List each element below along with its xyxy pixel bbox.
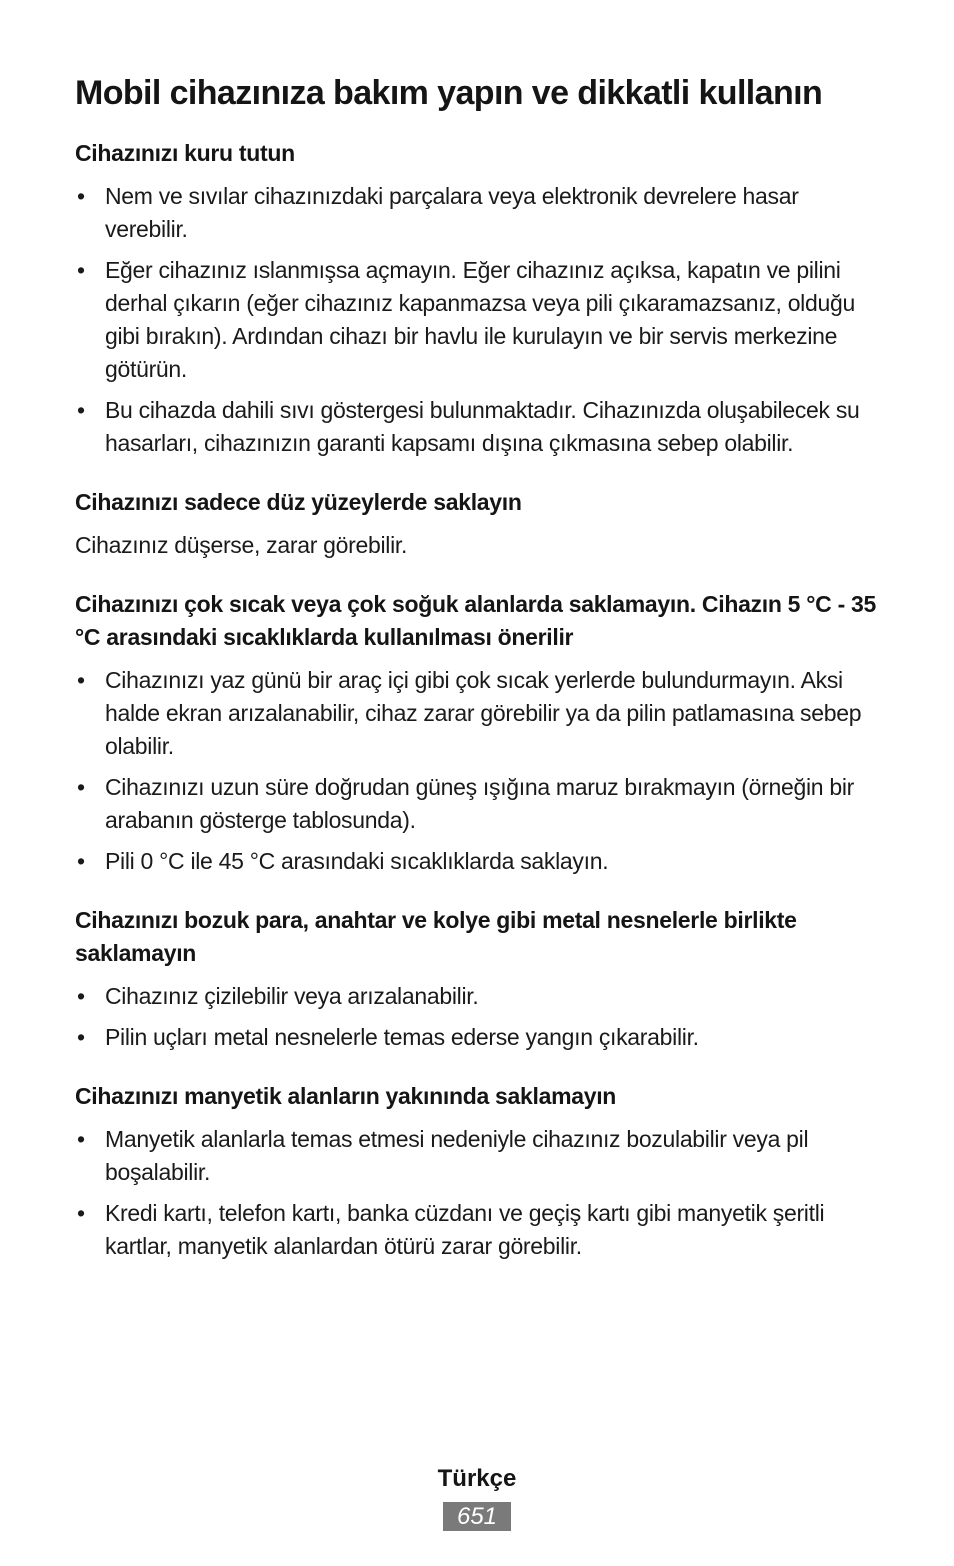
list-item (75, 1021, 880, 1054)
bullet-list (75, 180, 880, 460)
page-title: Mobil cihazınıza bakım yapın ve dikkatli kullanın (75, 74, 823, 112)
list-item-text: Pilin uçları metal nesnelerle temas ederse yangın çıkarabilir. (105, 1024, 699, 1050)
bullet-icon: • (77, 1200, 85, 1226)
section-flat-surfaces (75, 486, 880, 562)
page-content (75, 70, 880, 1289)
bullet-icon: • (77, 983, 85, 1009)
bullet-icon: • (77, 774, 85, 800)
section-text: Cihazınız düşerse, zarar görebilir. (75, 532, 408, 558)
section-heading: Cihazınızı bozuk para, anahtar ve kolye gibi metal nesnelerle birlikte saklamayın (75, 907, 797, 966)
page-number: 651 (443, 1502, 511, 1531)
list-item-text: Pili 0 °C ile 45 °C arasındaki sıcaklıklarda saklayın. (105, 848, 609, 874)
list-item (75, 394, 880, 460)
page-footer (0, 1462, 954, 1531)
section-heading: Cihazınızı manyetik alanların yakınında saklamayın (75, 1083, 617, 1109)
list-item-text: Nem ve sıvılar cihazınızdaki parçalara veya elektronik devrelere hasar verebilir. (105, 183, 799, 242)
section-heading: Cihazınızı sadece düz yüzeylerde saklayın (75, 489, 522, 515)
list-item (75, 771, 880, 837)
section-heading: Cihazınızı çok sıcak veya çok soğuk alanlarda saklamayın. Cihazın 5 °C - 35 °C arasındaki sıcaklıklarda kullanılması önerilir (75, 591, 876, 650)
bullet-list (75, 664, 880, 878)
section-magnetic-fields (75, 1080, 880, 1263)
list-item (75, 664, 880, 763)
section-temperature (75, 588, 880, 878)
list-item (75, 845, 880, 878)
section-heading: Cihazınızı kuru tutun (75, 140, 295, 166)
section-keep-dry (75, 137, 880, 460)
list-item-text: Eğer cihazınız ıslanmışsa açmayın. Eğer cihazınız açıksa, kapatın ve pilini derhal çıkarın (eğer cihazınız kapanmazsa veya pili çıkaramazsanız, olduğu gibi bırakın). Ardından cihazı bir havlu ile kurulayın ve bir servis merkezine götürün. (105, 257, 855, 382)
footer-language: Türkçe (437, 1465, 517, 1492)
bullet-icon: • (77, 257, 85, 283)
bullet-icon: • (77, 848, 85, 874)
list-item (75, 254, 880, 386)
list-item-text: Cihazınız çizilebilir veya arızalanabilir. (105, 983, 479, 1009)
bullet-icon: • (77, 1126, 85, 1152)
list-item-text: Cihazınızı uzun süre doğrudan güneş ışığına maruz bırakmayın (örneğin bir arabanın gösterge tablosunda). (105, 774, 855, 833)
list-item-text: Kredi kartı, telefon kartı, banka cüzdanı ve geçiş kartı gibi manyetik şeritli kartlar, manyetik alanlardan ötürü zarar görebilir. (105, 1200, 825, 1259)
list-item-text: Cihazınızı yaz günü bir araç içi gibi çok sıcak yerlerde bulundurmayın. Aksi halde ekran arızalanabilir, cihaz zarar görebilir ya da pilin patlamasına sebep olabilir. (105, 667, 862, 759)
bullet-icon: • (77, 1024, 85, 1050)
list-item (75, 1197, 880, 1263)
bullet-icon: • (77, 397, 85, 423)
list-item (75, 980, 880, 1013)
bullet-list (75, 1123, 880, 1263)
bullet-list (75, 980, 880, 1054)
list-item-text: Bu cihazda dahili sıvı göstergesi bulunmaktadır. Cihazınızda oluşabilecek su hasarları, cihazınızın garanti kapsamı dışına çıkmasına sebep olabilir. (105, 397, 860, 456)
list-item (75, 1123, 880, 1189)
section-metal-objects (75, 904, 880, 1054)
bullet-icon: • (77, 183, 85, 209)
bullet-icon: • (77, 667, 85, 693)
list-item (75, 180, 880, 246)
list-item-text: Manyetik alanlarla temas etmesi nedeniyle cihazınız bozulabilir veya pil boşalabilir. (105, 1126, 809, 1185)
